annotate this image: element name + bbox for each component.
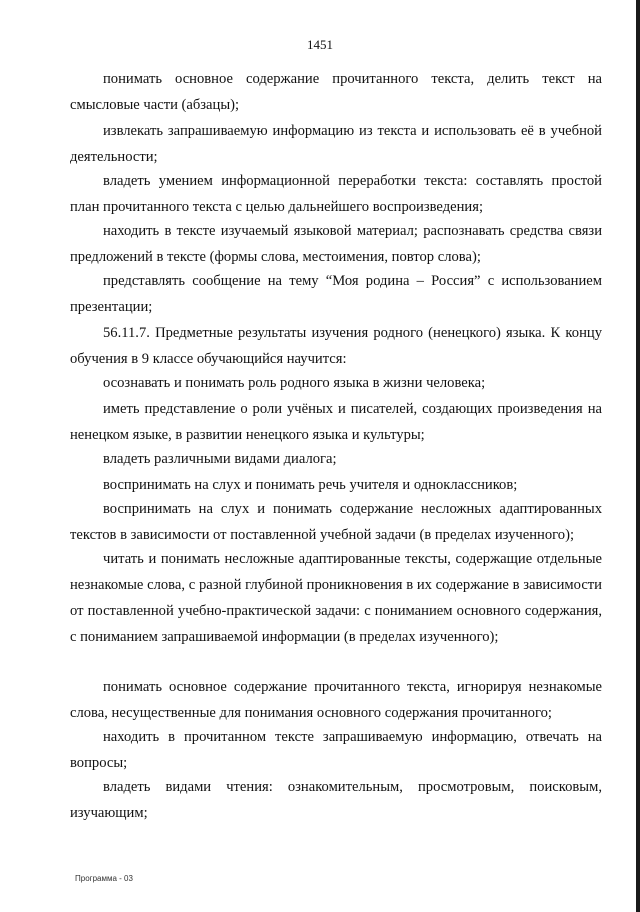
section-heading-paragraph: 56.11.7. Предметные результаты изучения родного (ненецкого) языка. К концу обучения в 9 классе обучающийся научится: [70,325,602,367]
paragraph: осознавать и понимать роль родного языка в жизни человека; [103,375,486,391]
paragraph: воспринимать на слух и понимать речь учителя и одноклассников; [103,477,518,493]
paragraph: понимать основное содержание прочитанного текста, делить текст на смысловые части (абзацы); [70,71,602,113]
paragraph: владеть видами чтения: ознакомительным, просмотровым, поисковым, изучающим; [70,779,602,821]
paragraph: воспринимать на слух и понимать содержание несложных адаптированных текстов в зависимости от поставленной учебной задачи (в пределах изученного); [70,501,602,543]
paragraph: извлекать запрашиваемую информацию из текста и использовать её в учебной деятельности; [70,123,602,165]
paragraph: понимать основное содержание прочитанного текста, игнорируя незнакомые слова, несущественные для понимания основного содержания прочитанного; [70,679,602,721]
paragraph: иметь представление о роли учёных и писателей, создающих произведения на ненецком языке, в развитии ненецкого языка и культуры; [70,401,602,443]
paragraph: представлять сообщение на тему “Моя родина – Россия” с использованием презентации; [70,273,602,315]
footer-label: Программа - 03 [75,874,133,883]
page-edge [636,0,640,912]
paragraph: владеть умением информационной переработки текста: составлять простой план прочитанного текста с целью дальнейшего воспроизведения; [70,173,602,215]
paragraph: находить в тексте изучаемый языковой материал; распознавать средства связи предложений в тексте (формы слова, местоимения, повтор слова); [70,223,602,265]
page-number: 1451 [307,37,333,52]
paragraph: владеть различными видами диалога; [103,451,337,467]
paragraph: находить в прочитанном тексте запрашиваемую информацию, отвечать на вопросы; [70,729,602,771]
paragraph: читать и понимать несложные адаптированные тексты, содержащие отдельные незнакомые слова, с разной глубиной проникновения в их содержание в зависимости от поставленной учебно-практической задачи: с пониманием основного содержания, с пониманием запрашиваемой информации (в пределах изученного); [70,551,602,645]
